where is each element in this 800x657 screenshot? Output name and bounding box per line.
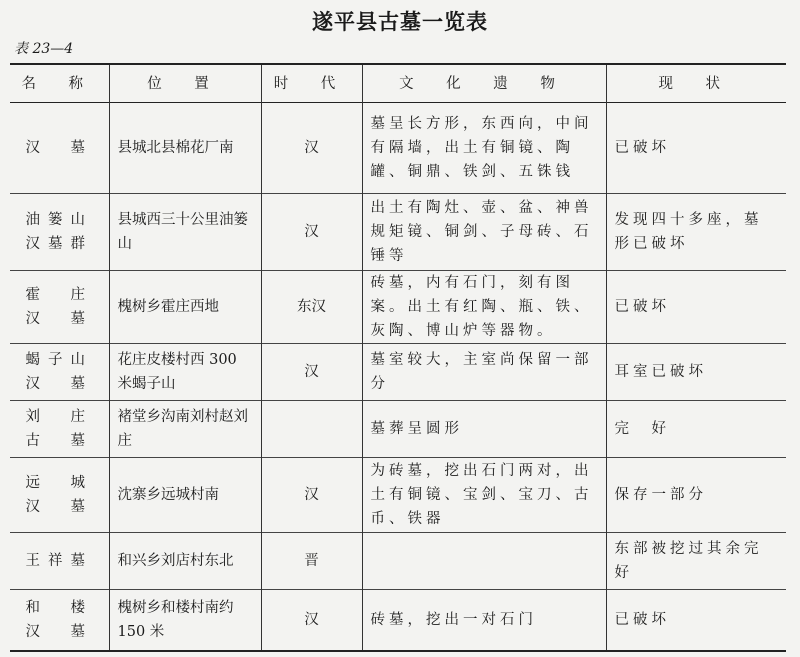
tomb-name: 刘 庄古 墓 [10,401,109,458]
tomb-era: 东汉 [261,271,362,344]
table-number: 表 23—4 [14,41,74,57]
tomb-location: 槐树乡霍庄西地 [109,271,261,344]
tomb-status: 东部被挖过其余完好 [606,533,786,590]
tomb-relics: 墓葬呈圆形 [362,401,606,458]
tomb-relics [362,533,606,590]
tomb-name: 王祥墓 [10,533,109,590]
tomb-relics: 墓室较大，主室尚保留一部分 [362,344,606,401]
tomb-era: 汉 [261,590,362,651]
table-row [10,401,786,458]
tomb-location: 县城西三十公里油篓山 [109,194,261,271]
tomb-location: 沈寨乡远城村南 [109,458,261,533]
tomb-name: 汉 墓 [10,103,109,194]
tomb-location: 褚堂乡沟南刘村赵刘庄 [109,401,261,458]
tomb-status: 保存一部分 [606,458,786,533]
tomb-era: 汉 [261,344,362,401]
header-name: 名 称 [10,64,109,103]
tomb-status: 已破坏 [606,271,786,344]
header-relics: 文 化 遗 物 [362,64,606,103]
tomb-name: 和 楼汉 墓 [10,590,109,651]
table-row [10,103,786,194]
tomb-status: 耳室已破坏 [606,344,786,401]
tomb-status: 已破坏 [606,590,786,651]
page-title: 遂平县古墓一览表 [312,10,488,34]
tomb-name: 油篓山汉墓群 [10,194,109,271]
table-row [10,533,786,590]
tomb-table [10,63,786,652]
table-row [10,271,786,344]
header-era: 时 代 [261,64,362,103]
tomb-era: 汉 [261,194,362,271]
tomb-location: 花庄皮楼村西 300 米蝎子山 [109,344,261,401]
tomb-status: 已破坏 [606,103,786,194]
table-row [10,344,786,401]
tomb-relics: 出土有陶灶、壶、盆、神兽规矩镜、铜剑、子母砖、石锤等 [362,194,606,271]
tomb-era: 汉 [261,103,362,194]
tomb-location: 和兴乡刘店村东北 [109,533,261,590]
table-row [10,458,786,533]
tomb-relics: 砖墓，挖出一对石门 [362,590,606,651]
tomb-era: 汉 [261,458,362,533]
tomb-relics: 墓呈长方形，东西向，中间有隔墙，出土有铜镜、陶罐、铜鼎、铁剑、五铢钱 [362,103,606,194]
tomb-era: 晋 [261,533,362,590]
tomb-status: 完 好 [606,401,786,458]
tomb-relics: 为砖墓，挖出石门两对，出土有铜镜、宝剑、宝刀、古币、铁器 [362,458,606,533]
tomb-name: 远 城汉 墓 [10,458,109,533]
tomb-status: 发现四十多座，墓形已破坏 [606,194,786,271]
tomb-era [261,401,362,458]
tomb-location: 槐树乡和楼村南约 150 米 [109,590,261,651]
table-row [10,590,786,651]
header-location: 位 置 [109,64,261,103]
table-row [10,194,786,271]
tomb-name: 蝎子山汉 墓 [10,344,109,401]
tomb-location: 县城北县棉花厂南 [109,103,261,194]
header-status: 现 状 [606,64,786,103]
header-row [10,64,786,103]
tomb-name: 霍 庄汉 墓 [10,271,109,344]
tomb-relics: 砖墓，内有石门，刻有图案。出土有红陶、瓶、铁、灰陶、博山炉等器物。 [362,271,606,344]
